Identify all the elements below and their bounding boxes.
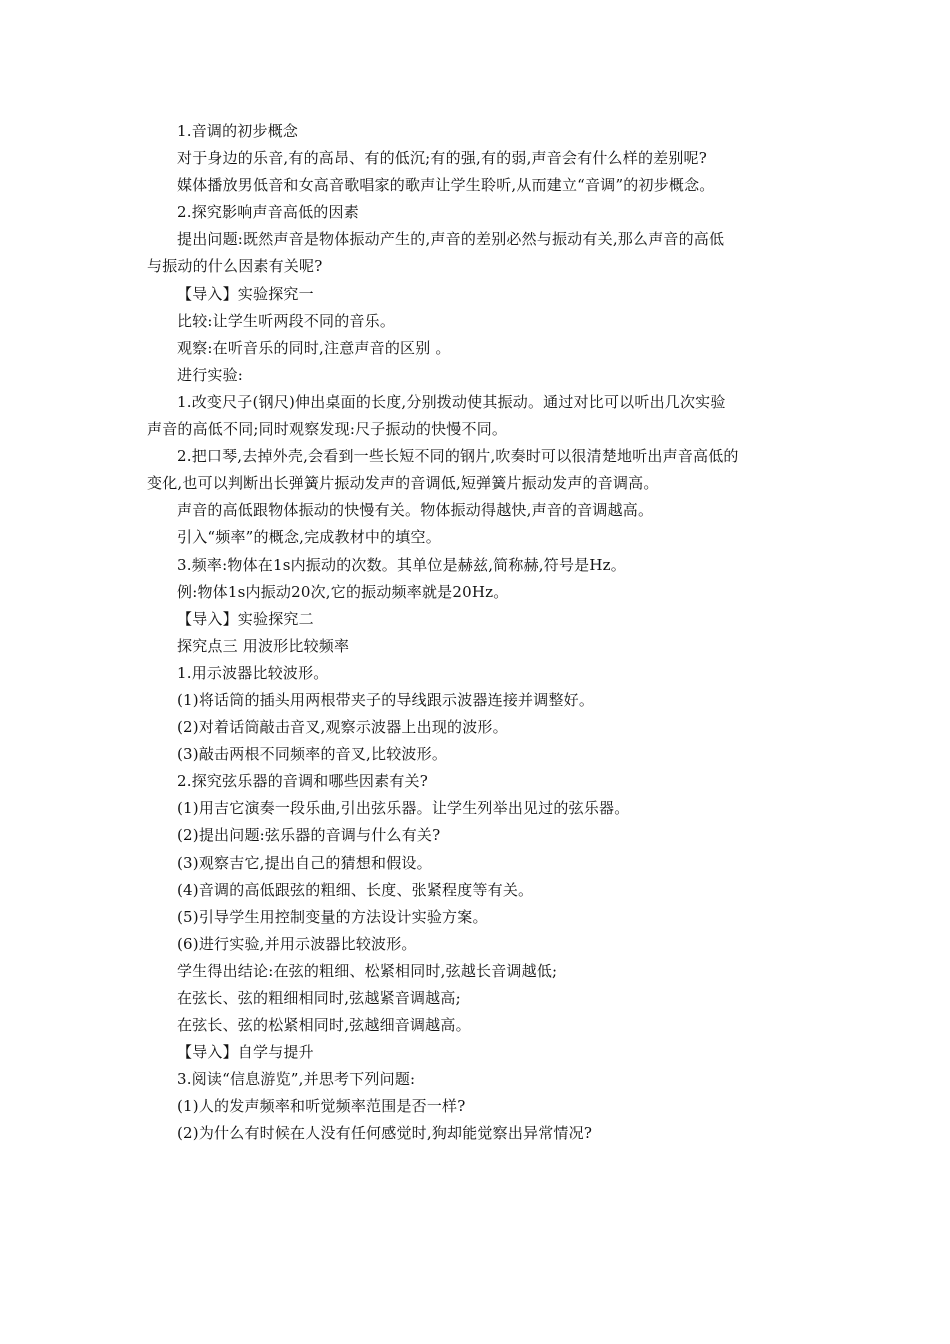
list-item: (1)人的发声频率和听觉频率范围是否一样? [177, 1097, 466, 1116]
section-heading: 【导入】实验探究一 [177, 284, 314, 303]
text-line: 在弦长、弦的粗细相同时,弦越紧音调越高; [177, 989, 461, 1007]
section-heading: 【导入】实验探究二 [177, 609, 314, 628]
section-heading: 1.音调的初步概念 [177, 122, 299, 140]
text-line: 媒体播放男低音和女高音歌唱家的歌声让学生聆听,从而建立“音调”的初步概念。 [177, 176, 715, 195]
list-item: (5)引导学生用控制变量的方法设计实验方案。 [177, 907, 488, 926]
text-line: 与振动的什么因素有关呢? [147, 257, 323, 276]
text-line: 变化,也可以判断出长弹簧片振动发声的音调低,短弹簧片振动发声的音调高。 [147, 474, 659, 493]
section-heading: 2.探究影响声音高低的因素 [177, 203, 359, 222]
list-item: (2)为什么有时候在人没有任何感觉时,狗却能觉察出异常情况? [177, 1124, 593, 1143]
text-line: 2.把口琴,去掉外壳,会看到一些长短不同的钢片,吹奏时可以很清楚地听出声音高低的 [177, 447, 739, 466]
text-line: 例:物体1s内振动20次,它的振动频率就是20Hz。 [177, 582, 509, 601]
text-line: 3.频率:物体在1s内振动的次数。其单位是赫兹,简称赫,符号是Hz。 [177, 555, 626, 574]
section-heading: 【导入】自学与提升 [177, 1043, 314, 1062]
document-body [147, 118, 807, 1148]
section-heading: 探究点三 用波形比较频率 [177, 636, 350, 655]
text-line: 1.改变尺子(钢尺)伸出桌面的长度,分别拨动使其振动。通过对比可以听出几次实验 [177, 392, 726, 411]
text-line: 声音的高低跟物体振动的快慢有关。物体振动得越快,声音的音调越高。 [177, 501, 654, 520]
list-item: (4)音调的高低跟弦的粗细、长度、张紧程度等有关。 [177, 880, 534, 899]
list-item: (2)提出问题:弦乐器的音调与什么有关? [177, 826, 441, 845]
text-line: 引入“频率”的概念,完成教材中的填空。 [177, 528, 441, 547]
text-line: 进行实验: [177, 365, 244, 384]
text-line: 在弦长、弦的松紧相同时,弦越细音调越高。 [177, 1016, 471, 1035]
list-item: (3)观察吉它,提出自己的猜想和假设。 [177, 853, 432, 872]
text-line: 提出问题:既然声音是物体振动产生的,声音的差别必然与振动有关,那么声音的高低 [177, 230, 725, 249]
text-line: 声音的高低不同;同时观察发现:尺子振动的快慢不同。 [147, 420, 508, 439]
text-line: 观察:在听音乐的同时,注意声音的区别 。 [177, 338, 451, 357]
list-item: (1)用吉它演奏一段乐曲,引出弦乐器。让学生列举出见过的弦乐器。 [177, 799, 630, 818]
text-line: 比较:让学生听两段不同的音乐。 [177, 311, 396, 330]
text-line: 对于身边的乐音,有的高昂、有的低沉;有的强,有的弱,声音会有什么样的差别呢? [177, 149, 708, 168]
list-item: (6)进行实验,并用示波器比较波形。 [177, 934, 417, 953]
text-line: 1.用示波器比较波形。 [177, 663, 329, 682]
list-item: (3)敲击两根不同频率的音叉,比较波形。 [177, 745, 448, 764]
list-item: (2)对着话筒敲击音叉,观察示波器上出现的波形。 [177, 718, 508, 737]
list-item: (1)将话筒的插头用两根带夹子的导线跟示波器连接并调整好。 [177, 690, 595, 709]
text-line: 3.阅读“信息游览”,并思考下列问题: [177, 1070, 416, 1089]
text-line: 学生得出结论:在弦的粗细、松紧相同时,弦越长音调越低; [177, 961, 558, 980]
text-line: 2.探究弦乐器的音调和哪些因素有关? [177, 772, 428, 791]
